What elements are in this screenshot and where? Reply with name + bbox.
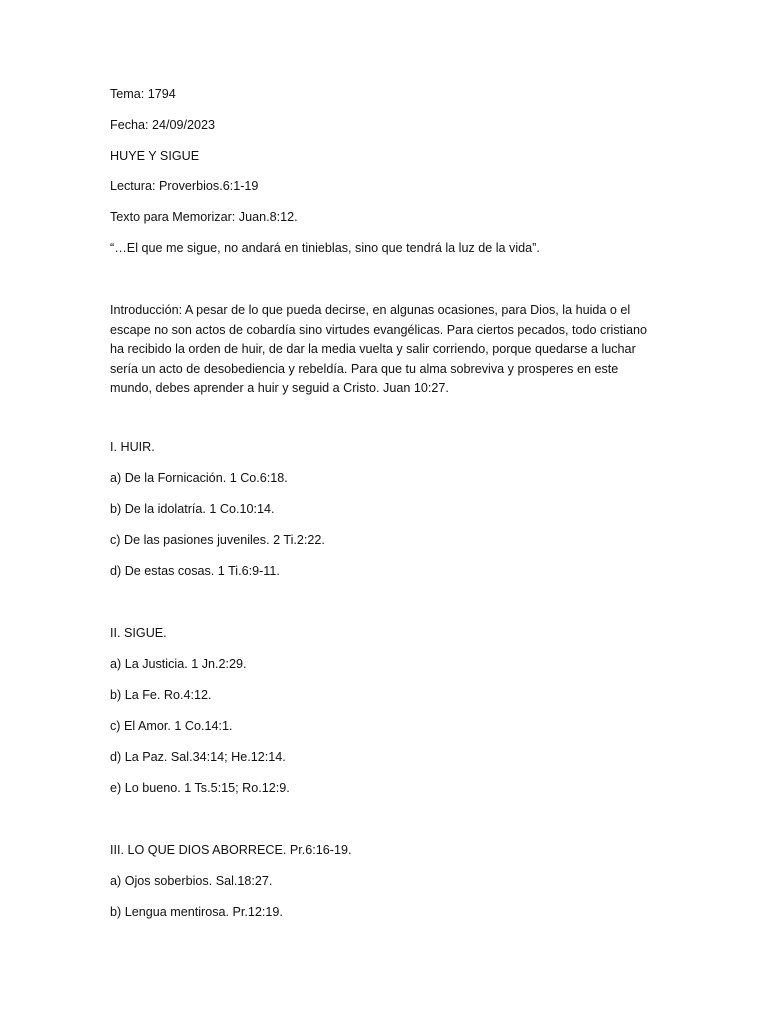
introduccion-line: escape no son actos de cobardía sino virtudes evangélicas. Para ciertos pecados, todo cristiano [110, 322, 647, 337]
introduccion-line: mundo, debes aprender a huir y seguid a Cristo. Juan 10:27. [110, 381, 449, 395]
cita-line: “…El que me sigue, no andará en tinieblas, sino que tendrá la luz de la vida”. [110, 241, 540, 255]
section-heading-huir: I. HUIR. [110, 440, 155, 454]
list-item: c) De las pasiones juveniles. 2 Ti.2:22. [110, 533, 325, 547]
list-item: c) El Amor. 1 Co.14:1. [110, 719, 233, 733]
list-item: a) De la Fornicación. 1 Co.6:18. [110, 471, 288, 485]
lectura-line: Lectura: Proverbios.6:1-19 [110, 179, 259, 193]
list-item: e) Lo bueno. 1 Ts.5:15; Ro.12:9. [110, 781, 290, 795]
list-item: b) La Fe. Ro.4:12. [110, 688, 212, 702]
introduccion-line: sería un acto de desobediencia y rebeldía. Para que tu alma sobreviva y prosperes en este [110, 361, 619, 376]
fecha-line: Fecha: 24/09/2023 [110, 118, 216, 132]
texto-memorizar-line: Texto para Memorizar: Juan.8:12. [110, 210, 298, 224]
section-heading-aborrece: III. LO QUE DIOS ABORRECE. Pr.6:16-19. [110, 843, 352, 857]
list-item: d) De estas cosas. 1 Ti.6:9-11. [110, 564, 280, 578]
introduccion-line: ha recibido la orden de huir, de dar la media vuelta y salir corriendo, porque quedarse a luchar [110, 342, 636, 356]
introduccion-paragraph [110, 301, 670, 399]
list-item: a) La Justicia. 1 Jn.2:29. [110, 657, 247, 671]
list-item: b) Lengua mentirosa. Pr.12:19. [110, 905, 283, 919]
introduccion-line: Introducción: A pesar de lo que pueda decirse, en algunas ocasiones, para Dios, la huida o el [110, 303, 631, 317]
list-item: a) Ojos soberbios. Sal.18:27. [110, 874, 273, 888]
tema-line: Tema: 1794 [110, 87, 176, 101]
section-heading-sigue: II. SIGUE. [110, 626, 167, 640]
document-title: HUYE Y SIGUE [110, 149, 200, 163]
list-item: b) De la idolatría. 1 Co.10:14. [110, 502, 275, 516]
list-item: d) La Paz. Sal.34:14; He.12:14. [110, 750, 286, 764]
